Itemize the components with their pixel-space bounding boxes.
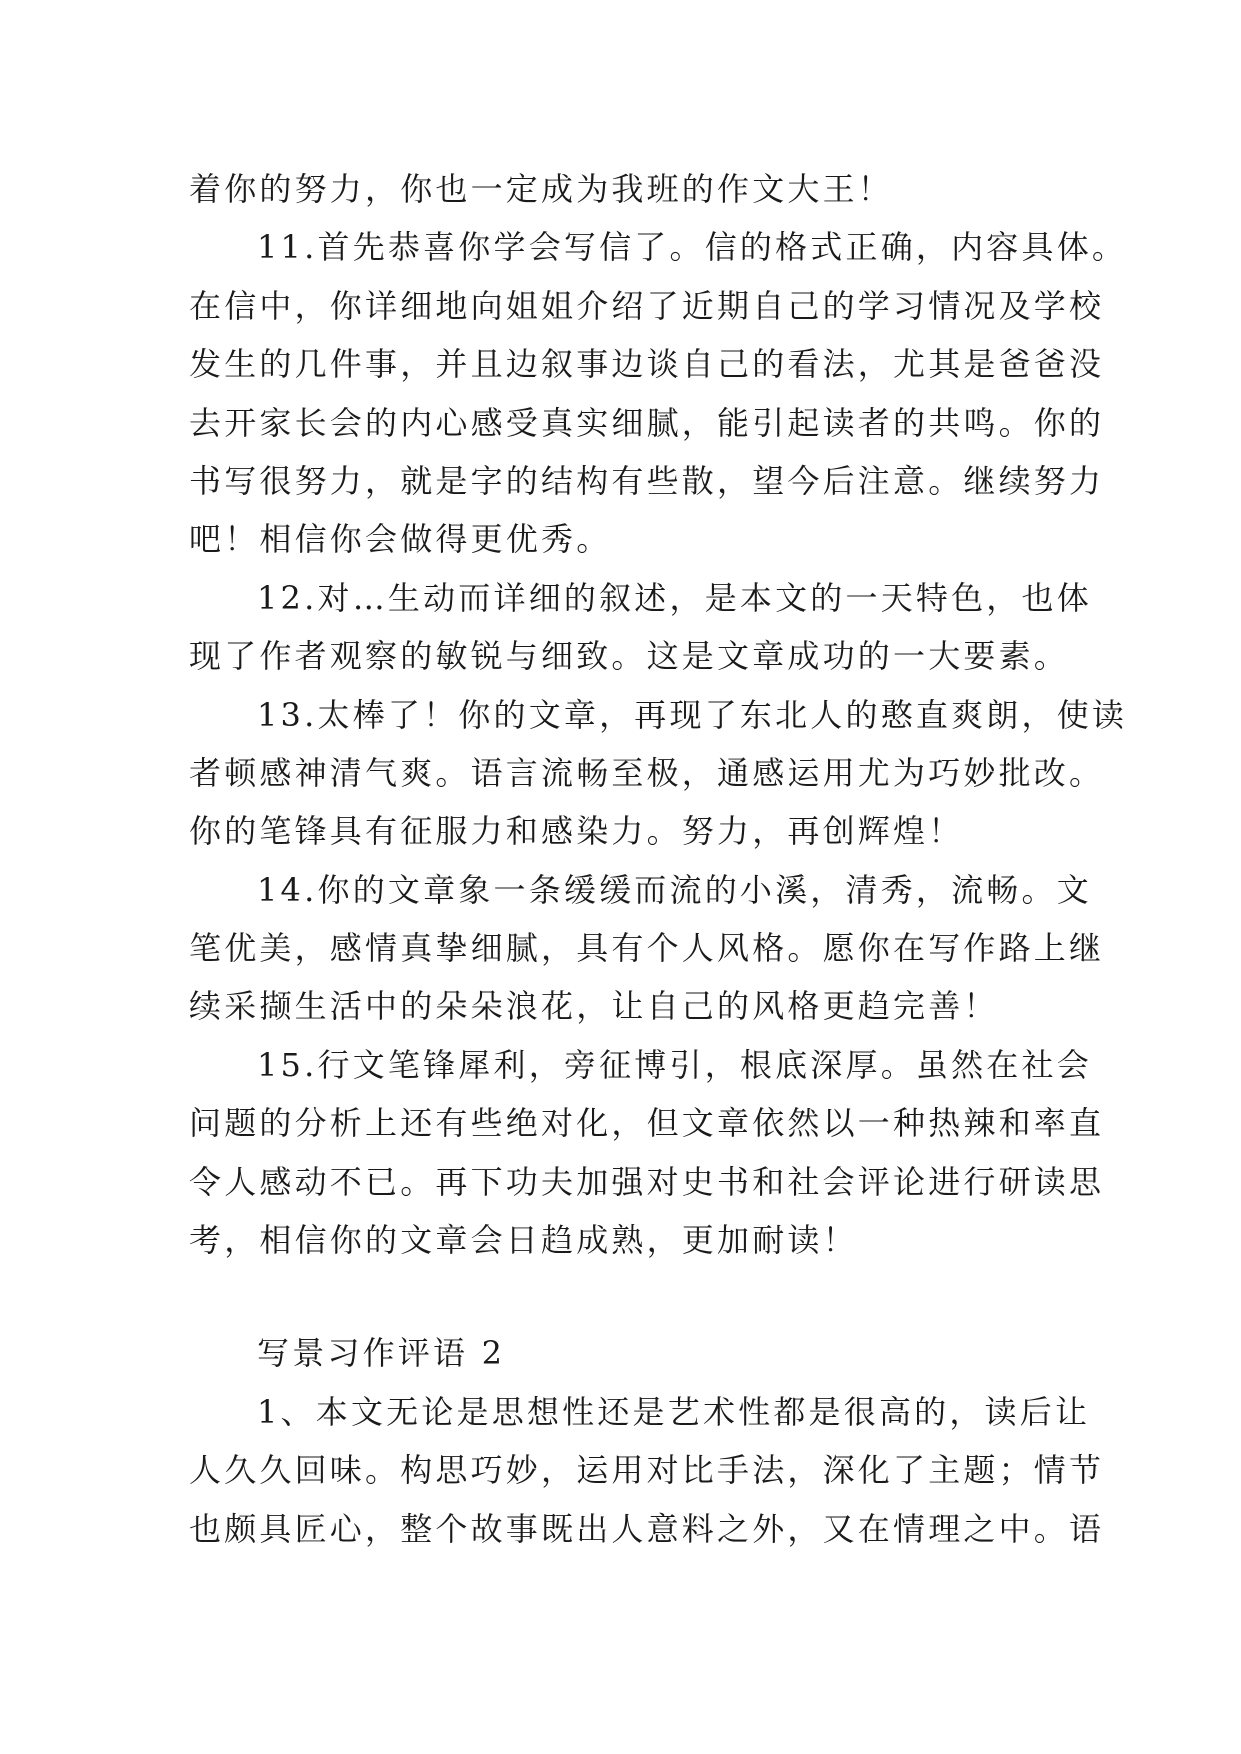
text-line: 人久久回味。构思巧妙，运用对比手法，深化了主题；情节	[189, 1451, 1105, 1490]
text-line: 吧！相信你会做得更优秀。	[189, 520, 612, 559]
text-line: 你的笔锋具有征服力和感染力。努力，再创辉煌！	[189, 812, 964, 851]
text-line: 考，相信你的文章会日趋成熟，更加耐读！	[189, 1221, 858, 1260]
text-line: 着你的努力，你也一定成为我班的作文大王！	[189, 170, 894, 208]
comment-item-12	[189, 569, 1092, 686]
text-line: 去开家长会的内心感受真实细腻，能引起读者的共鸣。你的	[189, 403, 1105, 442]
text-line: 12.对…生动而详细的叙述，是本文的一天特色，也体	[257, 578, 1092, 617]
text-line: 书写很努力，就是字的结构有些散，望今后注意。继续努力	[189, 461, 1105, 500]
paragraph-continuation	[189, 160, 1069, 218]
text-line: 令人感动不已。再下功夫加强对史书和社会评论进行研读思	[189, 1162, 1105, 1201]
text-line: 发生的几件事，并且边叙事边谈自己的看法，尤其是爸爸没	[189, 345, 1105, 384]
text-line: 现了作者观察的敏锐与细致。这是文章成功的一大要素。	[189, 637, 1070, 676]
text-line: 笔优美，感情真挚细腻，具有个人风格。愿你在写作路上继	[189, 929, 1105, 968]
comment-item-14	[189, 861, 1105, 1036]
comment-item-1	[189, 1383, 1105, 1558]
text-line: 问题的分析上还有些绝对化，但文章依然以一种热辣和率直	[189, 1104, 1105, 1143]
text-line: 在信中，你详细地向姐姐介绍了近期自己的学习情况及学校	[189, 286, 1105, 325]
comment-item-11	[189, 218, 1128, 568]
text-line: 11.首先恭喜你学会写信了。信的格式正确，内容具体。	[257, 228, 1128, 267]
heading-text: 写景习作评语 2	[257, 1334, 506, 1373]
comment-item-15	[189, 1036, 1105, 1270]
text-line: 者顿感神清气爽。语言流畅至极，通感运用尤为巧妙批改。	[189, 753, 1105, 792]
text-line: 也颇具匠心，整个故事既出人意料之外，又在情理之中。语	[189, 1509, 1105, 1548]
document-body	[189, 160, 1128, 1558]
text-line: 15.行文笔锋犀利，旁征博引，根底深厚。虽然在社会	[257, 1045, 1092, 1084]
comment-item-13	[189, 686, 1128, 861]
text-line: 1、本文无论是思想性还是艺术性都是很高的，读后让	[257, 1392, 1091, 1431]
text-line: 续采撷生活中的朵朵浪花，让自己的风格更趋完善！	[189, 987, 999, 1026]
section-gap	[189, 1269, 1069, 1324]
text-line: 14.你的文章象一条缓缓而流的小溪，清秀，流畅。文	[257, 870, 1092, 909]
text-line: 13.太棒了！你的文章，再现了东北人的憨直爽朗，使读	[257, 695, 1128, 734]
section-heading	[189, 1324, 1069, 1382]
